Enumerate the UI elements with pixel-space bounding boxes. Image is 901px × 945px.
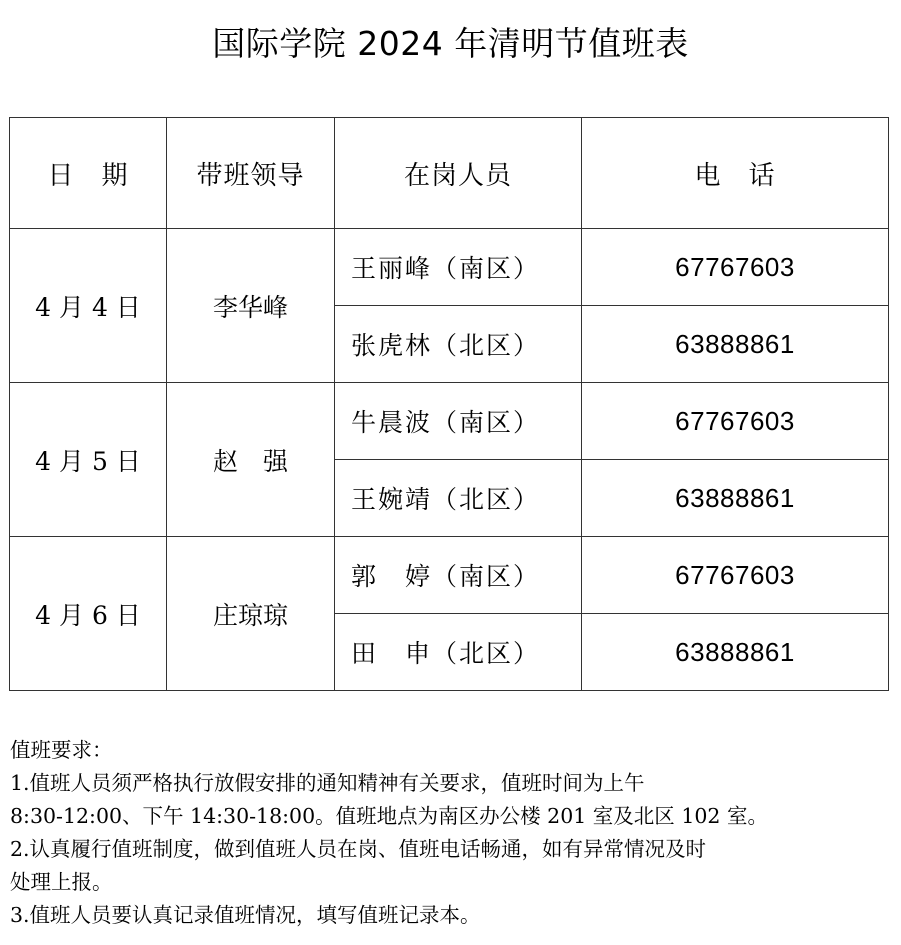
staff-cell: 张虎林（北区） bbox=[335, 306, 582, 383]
staff-cell: 王丽峰（南区） bbox=[335, 229, 582, 306]
requirements-heading: 值班要求： bbox=[10, 738, 113, 762]
phone-cell: 67767603 bbox=[582, 383, 889, 460]
header-phone: 电 话 bbox=[582, 118, 889, 229]
header-staff: 在岗人员 bbox=[335, 118, 582, 229]
date-cell: 4 月 4 日 bbox=[10, 229, 167, 383]
requirement-line: 8:30-12:00、下午 14:30-18:00。值班地点为南区办公楼 201 室及北区 102 室。 bbox=[10, 804, 768, 828]
staff-cell: 王婉靖（北区） bbox=[335, 460, 582, 537]
phone-cell: 67767603 bbox=[582, 229, 889, 306]
table-row bbox=[10, 383, 889, 460]
phone-cell: 63888861 bbox=[582, 460, 889, 537]
requirement-line: 3.值班人员要认真记录值班情况，填写值班记录本。 bbox=[10, 903, 481, 927]
date-cell: 4 月 6 日 bbox=[10, 537, 167, 691]
page-title: 国际学院 2024 年清明节值班表 bbox=[212, 24, 689, 63]
phone-cell: 67767603 bbox=[582, 537, 889, 614]
leader-cell: 庄琼琼 bbox=[167, 537, 335, 691]
header-leader: 带班领导 bbox=[167, 118, 335, 229]
table-row bbox=[10, 537, 889, 614]
table-header-row bbox=[10, 118, 889, 229]
table-row bbox=[10, 229, 889, 306]
requirement-line: 处理上报。 bbox=[10, 870, 113, 894]
leader-cell: 李华峰 bbox=[167, 229, 335, 383]
staff-cell: 牛晨波（南区） bbox=[335, 383, 582, 460]
staff-cell: 田 申（北区） bbox=[335, 614, 582, 691]
phone-cell: 63888861 bbox=[582, 614, 889, 691]
requirement-line: 2.认真履行值班制度，做到值班人员在岗、值班电话畅通，如有异常情况及时 bbox=[10, 837, 707, 861]
staff-cell: 郭 婷（南区） bbox=[335, 537, 582, 614]
requirement-line: 1.值班人员须严格执行放假安排的通知精神有关要求，值班时间为上午 bbox=[10, 771, 645, 795]
duty-table bbox=[9, 117, 889, 691]
phone-cell: 63888861 bbox=[582, 306, 889, 383]
duty-requirements bbox=[10, 734, 895, 932]
header-date: 日 期 bbox=[10, 118, 167, 229]
date-cell: 4 月 5 日 bbox=[10, 383, 167, 537]
leader-cell: 赵 强 bbox=[167, 383, 335, 537]
